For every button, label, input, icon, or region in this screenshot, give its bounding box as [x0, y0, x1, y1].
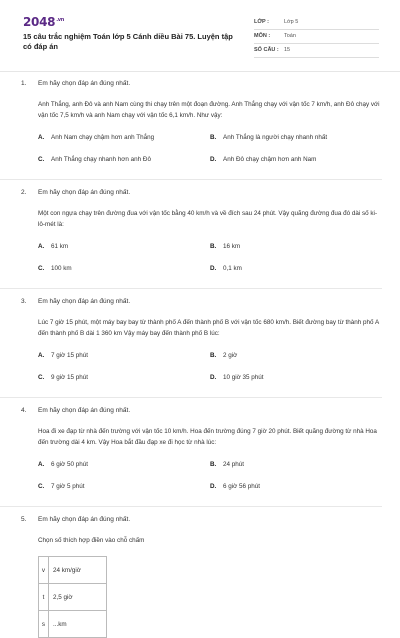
- question-divider: [0, 506, 382, 507]
- table-cell-variable: v: [39, 557, 49, 584]
- table-cell-value: 2,5 giờ: [49, 584, 107, 611]
- question-instruction: Em hãy chọn đáp án đúng nhất.: [38, 407, 131, 414]
- option-b[interactable]: [210, 238, 382, 260]
- question-text: Anh Thắng, anh Đô và anh Nam cùng thi chạy trên một đoạn đường. Anh Thắng chạy với vận tốc 7 km/h, anh Đô chạy với vận tốc 7,5 km/h và anh Nam chạy với vận tốc 6,1 km/h. Như vậy:: [38, 101, 380, 119]
- question-header: [21, 407, 382, 419]
- option-label: D.: [210, 374, 217, 381]
- option-label: B.: [210, 243, 217, 250]
- table-cell-variable: t: [39, 584, 49, 611]
- meta-row-count: [254, 44, 379, 58]
- question-5: [0, 516, 400, 638]
- option-text: 10 giờ 35 phút: [223, 374, 264, 381]
- option-d[interactable]: [210, 369, 382, 391]
- option-label: B.: [210, 352, 217, 359]
- option-label: A.: [38, 461, 45, 468]
- question-text: Một con ngựa chạy trên đường đua với vận tốc bằng 40 km/h và về đích sau 24 phút. Vậy quãng đường đua đó dài số ki-lô-mét là:: [38, 210, 378, 228]
- option-a[interactable]: [38, 238, 210, 260]
- question-1: [0, 80, 400, 180]
- option-text: 7 giờ 5 phút: [51, 483, 85, 490]
- question-number: 5.: [21, 516, 27, 523]
- option-text: 100 km: [51, 265, 72, 272]
- answer-options: [38, 456, 382, 500]
- option-c[interactable]: [38, 478, 210, 500]
- question-instruction: Em hãy chọn đáp án đúng nhất.: [38, 298, 131, 305]
- question-header: [21, 189, 382, 201]
- option-text: 2 giờ: [223, 352, 238, 359]
- option-label: B.: [210, 461, 217, 468]
- option-text: 16 km: [223, 243, 241, 250]
- option-a[interactable]: [38, 347, 210, 369]
- option-c[interactable]: [38, 151, 210, 173]
- question-list: [0, 80, 400, 638]
- option-label: C.: [38, 374, 45, 381]
- meta-key: LỚP :: [254, 19, 269, 25]
- question-text: Chọn số thích hợp điền vào chỗ chấm: [38, 537, 145, 544]
- option-text: Anh Nam chạy chậm hơn anh Thắng: [51, 134, 155, 141]
- meta-box: [254, 16, 379, 58]
- question-number: 2.: [21, 189, 27, 196]
- question-instruction: Em hãy chọn đáp án đúng nhất.: [38, 189, 131, 196]
- question-header: [21, 298, 382, 310]
- table-row: [39, 584, 107, 611]
- option-c[interactable]: [38, 369, 210, 391]
- question-3: [0, 298, 400, 398]
- values-table: [38, 556, 107, 638]
- logo-text: 2048: [23, 15, 56, 29]
- question-2: [0, 189, 400, 289]
- answer-options: [38, 238, 382, 282]
- table-cell-value[interactable]: ...km: [49, 611, 107, 638]
- meta-value: Lớp 5: [284, 19, 299, 25]
- question-divider: [0, 179, 382, 180]
- logo-suffix: .vn: [56, 17, 65, 23]
- question-header: [21, 516, 382, 528]
- meta-row-subject: [254, 30, 379, 44]
- option-text: 7 giờ 15 phút: [51, 352, 89, 359]
- option-a[interactable]: [38, 456, 210, 478]
- site-logo[interactable]: [23, 15, 64, 29]
- option-text: 0,1 km: [223, 265, 242, 272]
- option-text: 24 phút: [223, 461, 245, 468]
- option-label: A.: [38, 243, 45, 250]
- table-cell-value: 24 km/giờ: [49, 557, 107, 584]
- option-d[interactable]: [210, 478, 382, 500]
- question-text: Hoa đi xe đạp từ nhà đến trường với vận tốc 10 km/h. Hoa đến trường đúng 7 giờ 20 phút. Biết quãng đường từ nhà Hoa đến trường dài 4 km. Vậy Hoa bắt đầu đạp xe đi học từ nhà lúc:: [38, 428, 377, 446]
- option-b[interactable]: [210, 347, 382, 369]
- option-text: Anh Thắng là người chạy nhanh nhất: [223, 134, 328, 141]
- document-title: 15 câu trắc nghiệm Toán lớp 5 Cánh diều Bài 75. Luyện tập có đáp án: [23, 32, 233, 51]
- option-text: 6 giờ 50 phút: [51, 461, 89, 468]
- question-instruction: Em hãy chọn đáp án đúng nhất.: [38, 516, 131, 523]
- meta-key: MÔN :: [254, 33, 271, 39]
- option-b[interactable]: [210, 129, 382, 151]
- option-b[interactable]: [210, 456, 382, 478]
- option-label: A.: [38, 352, 45, 359]
- question-text: Lúc 7 giờ 15 phút, một máy bay bay từ thành phố A đến thành phố B với vận tốc 680 km/h. Biết đường bay từ thành phố A đến thành phố B dài 1 360 km Vậy máy bay đến thành phố B lúc:: [38, 319, 379, 337]
- question-4: [0, 407, 400, 507]
- question-instruction: Em hãy chọn đáp án đúng nhất.: [38, 80, 131, 87]
- question-number: 4.: [21, 407, 27, 414]
- question-number: 3.: [21, 298, 27, 305]
- table-row: [39, 557, 107, 584]
- option-text: Anh Thắng chạy nhanh hơn anh Đô: [51, 156, 151, 163]
- question-divider: [0, 288, 382, 289]
- table-cell-variable: s: [39, 611, 49, 638]
- option-text: 9 giờ 15 phút: [51, 374, 89, 381]
- option-label: C.: [38, 265, 45, 272]
- option-text: Anh Đô chạy chậm hơn anh Nam: [223, 156, 317, 163]
- option-label: B.: [210, 134, 217, 141]
- option-c[interactable]: [38, 260, 210, 282]
- option-text: 6 giờ 56 phút: [223, 483, 261, 490]
- meta-key: SỐ CÂU :: [254, 47, 279, 53]
- meta-value: 15: [284, 47, 291, 53]
- table-row: [39, 611, 107, 638]
- option-a[interactable]: [38, 129, 210, 151]
- option-d[interactable]: [210, 260, 382, 282]
- question-number: 1.: [21, 80, 27, 87]
- option-label: C.: [38, 156, 45, 163]
- option-text: 61 km: [51, 243, 69, 250]
- question-divider: [0, 397, 382, 398]
- meta-row-grade: [254, 16, 379, 30]
- meta-value: Toán: [284, 33, 296, 39]
- document-header: [0, 0, 400, 70]
- header-divider: [0, 71, 400, 72]
- question-header: [21, 80, 382, 92]
- answer-options: [38, 129, 382, 173]
- option-label: D.: [210, 156, 217, 163]
- option-label: C.: [38, 483, 45, 490]
- option-d[interactable]: [210, 151, 382, 173]
- option-label: D.: [210, 483, 217, 490]
- answer-options: [38, 347, 382, 391]
- option-label: A.: [38, 134, 45, 141]
- option-label: D.: [210, 265, 217, 272]
